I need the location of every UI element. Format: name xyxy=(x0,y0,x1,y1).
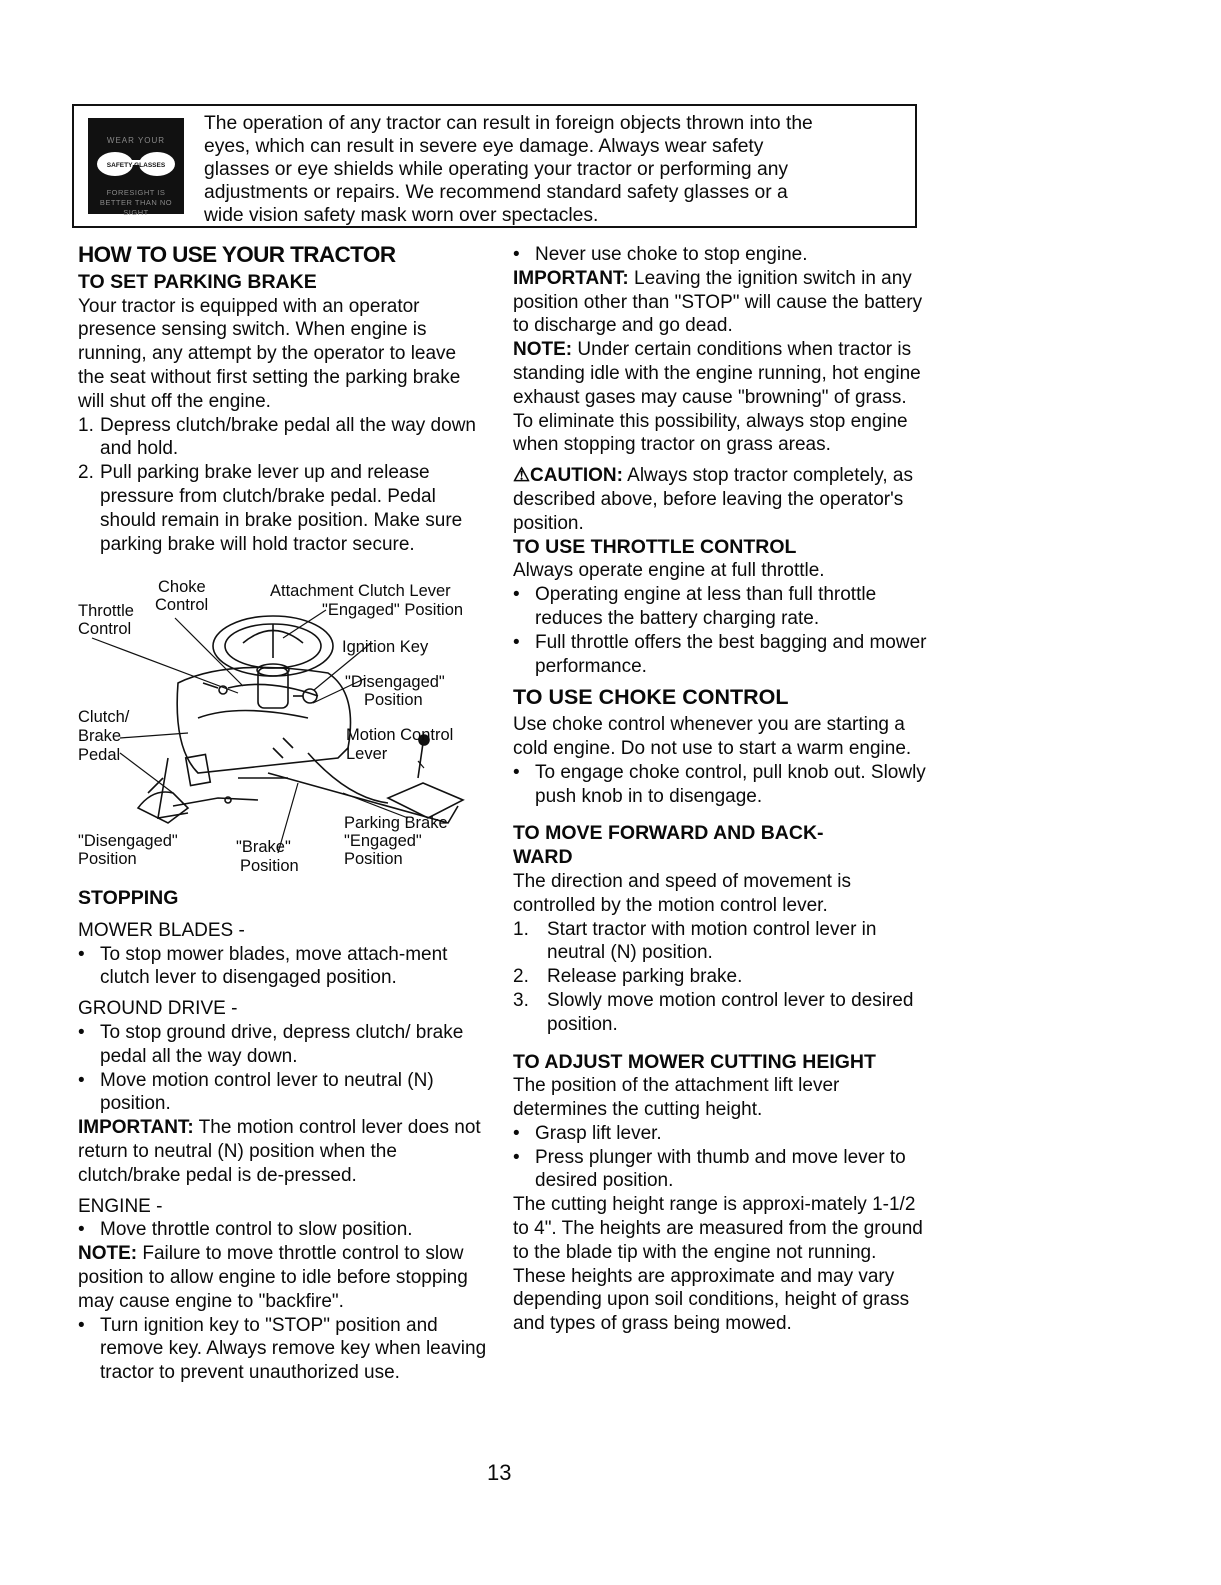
list-item: • Never use choke to stop engine. xyxy=(513,244,808,265)
diagram-label: Position xyxy=(240,857,299,875)
mower-blades-heading: MOWER BLADES - xyxy=(78,919,245,941)
throttle-text: Always operate engine at full throttle. xyxy=(513,560,825,582)
icon-label-bottom: FORESIGHT IS BETTER THAN NO SIGHT xyxy=(99,188,173,217)
list-item: • To stop mower blades, move attach-ment clutch lever to disengaged position. xyxy=(78,943,448,989)
warning-text xyxy=(204,112,914,227)
note-paragraph: NOTE: Failure to move throttle control to slow position to allow engine to idle before stopping may cause engine to "backfire". xyxy=(78,1243,468,1312)
list-item: 1. Depress clutch/brake pedal all the way down and hold. xyxy=(78,414,476,460)
diagram-label: "Disengaged" xyxy=(345,673,445,691)
move-text: The direction and speed of movement is controlled by the motion control lever. xyxy=(513,870,851,916)
throttle-heading: TO USE THROTTLE CONTROL xyxy=(513,535,797,558)
parking-brake-heading: TO SET PARKING BRAKE xyxy=(78,270,317,293)
important-paragraph: IMPORTANT: The motion control lever does not return to neutral (N) position when the clutch/brake pedal is de-pressed. xyxy=(78,1117,481,1186)
diagram-label: "Engaged" Position xyxy=(322,601,464,619)
height-heading: TO ADJUST MOWER CUTTING HEIGHT xyxy=(513,1050,876,1073)
diagram-label: "Disengaged" xyxy=(78,832,178,850)
diagram-label: Motion Control xyxy=(346,726,454,744)
height-text: The position of the attachment lift lever determines the cutting height. xyxy=(513,1075,840,1121)
ground-drive-heading: GROUND DRIVE - xyxy=(78,998,238,1020)
warning-line: adjustments or repairs. We recommend standard safety glasses or a xyxy=(204,182,788,203)
caution-icon: ⚠ xyxy=(513,465,531,487)
list-item: • Grasp lift lever. xyxy=(513,1122,662,1144)
list-item: • Move motion control lever to neutral (N) position. xyxy=(78,1069,434,1115)
move-heading: TO MOVE FORWARD AND BACK-WARD xyxy=(513,822,824,869)
list-item: 3. Slowly move motion control lever to desired position. xyxy=(513,989,914,1035)
list-item: • Turn ignition key to "STOP" position and remove key. Always remove key when leaving tractor to prevent unauthorized use. xyxy=(78,1314,487,1384)
diagram-label: Parking Brake xyxy=(344,814,448,832)
diagram-label: Brake xyxy=(78,727,122,745)
diagram-label: Position xyxy=(344,850,403,868)
section-title: HOW TO USE YOUR TRACTOR xyxy=(78,242,396,267)
icon-label-top: WEAR YOUR xyxy=(106,136,166,145)
list-item: • Operating engine at less than full throttle reduces the battery charging rate. xyxy=(513,584,877,629)
warning-line: The operation of any tractor can result in foreign objects thrown into the xyxy=(204,113,813,134)
diagram-label: Control xyxy=(155,596,209,614)
left-column-bottom xyxy=(78,887,488,1385)
list-item: • Press plunger with thumb and move lever to desired position. xyxy=(513,1146,906,1192)
choke-text: Use choke control whenever you are starting a cold engine. Do not use to start a warm engine. xyxy=(513,714,912,759)
diagram-label: Attachment Clutch Lever xyxy=(270,582,451,600)
warning-line: glasses or eye shields while operating your tractor or performing any xyxy=(204,159,789,180)
important-paragraph: IMPORTANT: Leaving the ignition switch in any position other than "STOP" will cause the battery to discharge and go dead. xyxy=(513,267,923,337)
parking-brake-text: Your tractor is equipped with an operator presence sensing switch. When engine is running, any attempt by the operator to leave the seat without first setting the parking brake will shut off the engine. xyxy=(78,295,461,412)
diagram-label: Control xyxy=(78,620,132,638)
height-text-2: The cutting height range is approxi-mately 1-1/2 to 4". The heights are measured from the ground to the blade tip with the engine not running. These heights are approximate and may vary depending upon soil conditions, height of grass and types of grass being mowed. xyxy=(513,1194,923,1335)
stopping-heading: STOPPING xyxy=(78,887,179,909)
list-item: • To engage choke control, pull knob out. Slowly push knob in to disengage. xyxy=(513,761,926,807)
diagram-label: Throttle xyxy=(78,602,134,620)
choke-heading: TO USE CHOKE CONTROL xyxy=(513,685,789,710)
list-item: • Move throttle control to slow position. xyxy=(78,1219,413,1241)
list-item: 2. Release parking brake. xyxy=(513,966,743,988)
diagram-label: Clutch/ xyxy=(78,708,130,726)
diagram-label: Lever xyxy=(346,745,388,763)
right-column xyxy=(513,243,928,1336)
tractor-controls-diagram xyxy=(78,578,498,883)
diagram-label: Ignition Key xyxy=(342,638,429,656)
list-item: • Full throttle offers the best bagging and mower performance. xyxy=(513,631,927,677)
safety-warning-box xyxy=(72,104,917,228)
warning-line: eyes, which can result in severe eye damage. Always wear safety xyxy=(204,136,764,157)
diagram-label: "Brake" xyxy=(236,838,291,856)
diagram-label: Position xyxy=(78,850,137,868)
caution-paragraph: ⚠CAUTION: Always stop tractor completely, as described above, before leaving the operator's position. xyxy=(513,465,913,534)
warning-line: wide vision safety mask worn over spectacles. xyxy=(204,205,599,226)
note-paragraph: NOTE: Under certain conditions when tractor is standing idle with the engine running, hot engine exhaust gases may cause "browning" of grass. To eliminate this possibility, always stop engine when stopping tractor on grass areas. xyxy=(513,339,921,456)
glasses-graphic xyxy=(95,150,177,178)
diagram-label: Choke xyxy=(158,578,206,596)
engine-heading: ENGINE - xyxy=(78,1195,163,1217)
left-column-top xyxy=(78,243,478,556)
safety-glasses-icon xyxy=(88,118,184,217)
icon-label-mid: SAFETY GLASSES xyxy=(106,162,166,169)
page-number: 13 xyxy=(487,1460,512,1485)
diagram-label: "Engaged" xyxy=(344,832,422,850)
list-item: 1. Start tractor with motion control lever in neutral (N) position. xyxy=(513,918,877,964)
diagram-label: Position xyxy=(364,691,423,709)
diagram-label: Pedal xyxy=(78,746,121,764)
list-item: • To stop ground drive, depress clutch/ brake pedal all the way down. xyxy=(78,1021,464,1067)
list-item: 2. Pull parking brake lever up and release pressure from clutch/brake pedal. Pedal should remain in brake position. Make sure parking brake will hold tractor secure. xyxy=(78,462,463,555)
